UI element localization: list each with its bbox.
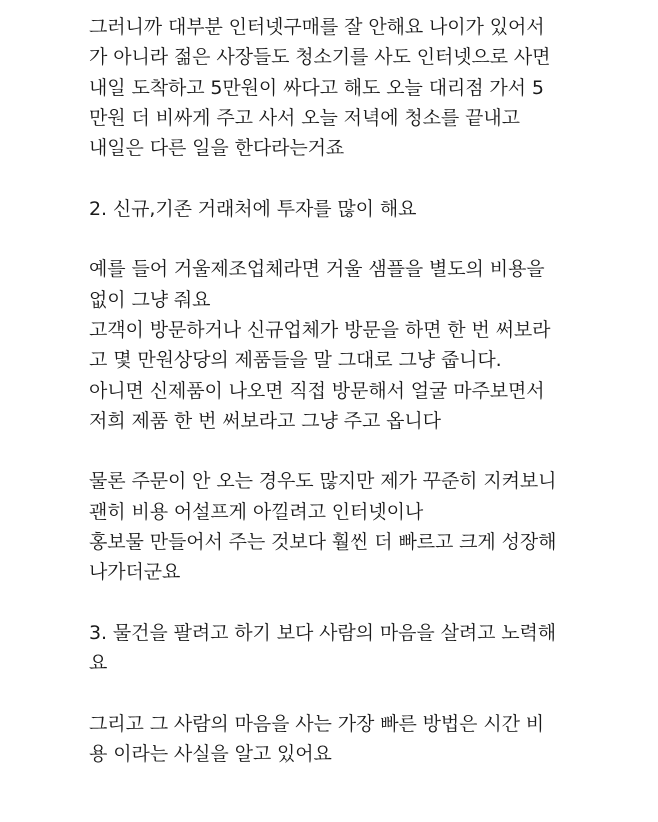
blank-line — [89, 436, 649, 466]
text-line: 내일 도착하고 5만원이 싸다고 해도 오늘 대리점 가서 5 — [89, 76, 544, 99]
text-line: 저희 제품 한 번 써보라고 그냥 주고 옵니다 — [89, 409, 441, 432]
text-line: 그러니까 대부분 인터넷구매를 잘 안해요 나이가 있어서 — [89, 16, 545, 38]
text-line: 용 이라는 사실을 알고 있어요 — [89, 743, 332, 766]
blank-line — [89, 224, 649, 254]
section-heading-2: 2. 신규,기존 거래처에 투자를 많이 해요 — [89, 197, 417, 220]
text-line: 없이 그냥 줘요 — [89, 288, 211, 311]
text-line: 괜히 비용 어설프게 아낄려고 인터넷이나 — [89, 500, 424, 523]
blank-line — [89, 588, 649, 618]
text-line: 가 아니라 젊은 사장들도 청소기를 사도 인터넷으로 사면 — [89, 46, 551, 69]
text-line: 나가더군요 — [89, 561, 181, 584]
text-line: 예를 들어 거울제조업체라면 거울 샘플을 별도의 비용을 — [89, 258, 545, 281]
text-line: 물론 주문이 안 오는 경우도 많지만 제가 꾸준히 지켜보니 — [89, 470, 557, 493]
text-line: 고객이 방문하거나 신규업체가 방문을 하면 한 번 써보라 — [89, 318, 551, 341]
text-line: 만원 더 비싸게 주고 사서 오늘 저녁에 청소를 끝내고 — [89, 106, 520, 129]
blank-line — [89, 679, 649, 709]
body-text — [89, 12, 649, 769]
text-line: 그리고 그 사람의 마음을 사는 가장 빠른 방법은 시간 비 — [89, 712, 545, 735]
text-line: 홍보물 만들어서 주는 것보다 훨씬 더 빠르고 크게 성장해 — [89, 531, 557, 554]
section-heading-3: 3. 물건을 팔려고 하기 보다 사람의 마음을 살려고 노력해 — [89, 621, 557, 644]
text-line: 내일은 다른 일을 한다라는거죠 — [89, 137, 345, 160]
text-line: 아니면 신제품이 나오면 직접 방문해서 얼굴 마주보면서 — [89, 379, 545, 402]
text-line: 요 — [89, 652, 108, 675]
blank-line — [89, 163, 649, 193]
text-line: 고 몇 만원상당의 제품들을 말 그대로 그냥 줍니다. — [89, 349, 502, 372]
